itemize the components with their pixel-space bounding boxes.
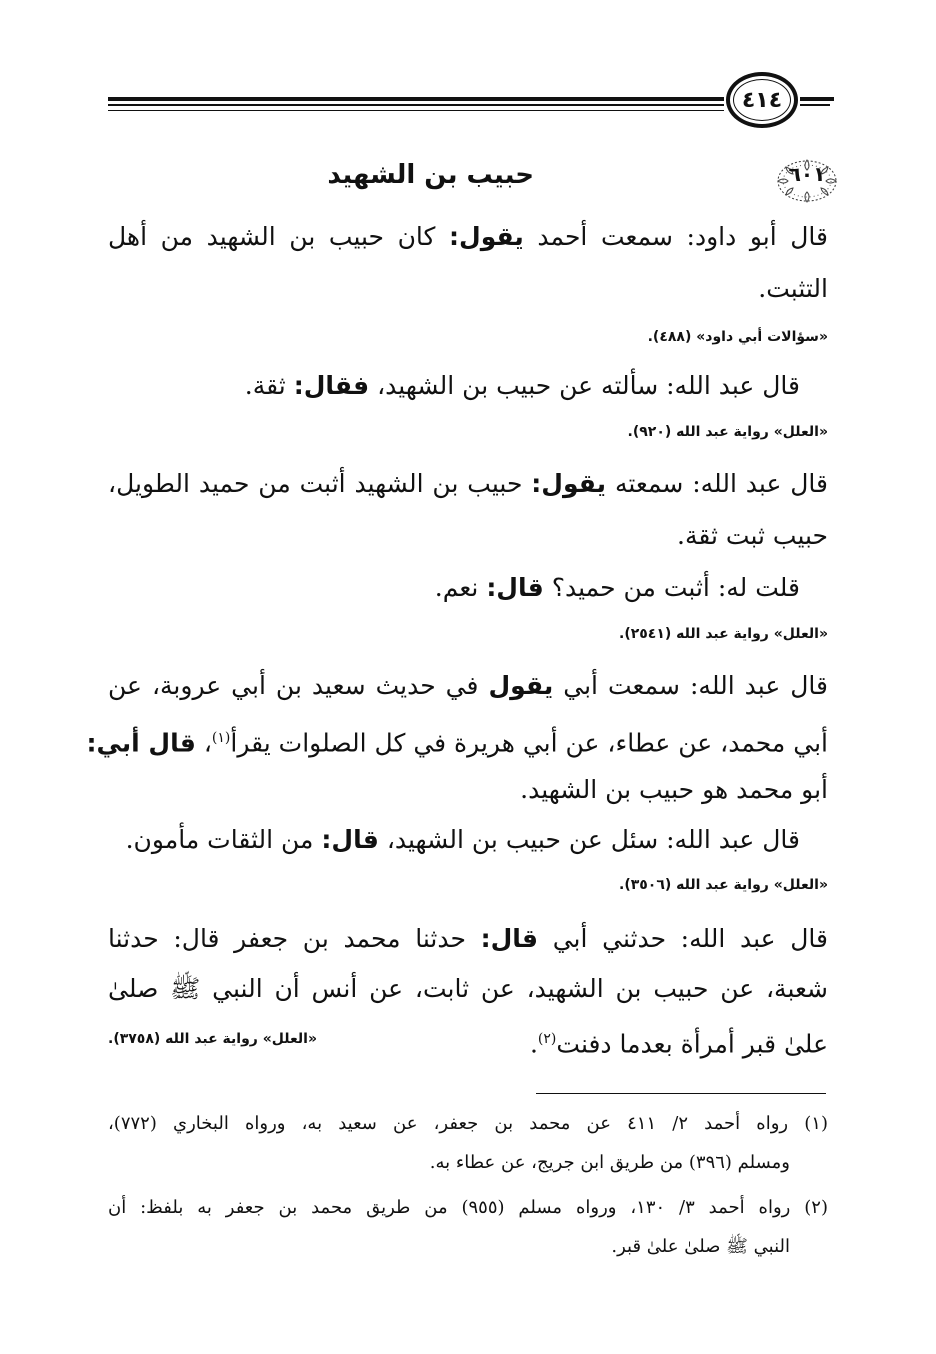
- footnote-ref: (٢): [537, 1031, 557, 1047]
- header-rule: [108, 110, 724, 111]
- page-number-badge: [726, 72, 798, 128]
- header-rule: [800, 104, 830, 106]
- header-rule: [108, 97, 724, 101]
- footnote-line: (٢) رواه أحمد ٣/ ١٣٠، ورواه مسلم (٩٥٥) من طريق محمد بن جعفر به بلفظ: أن: [108, 1197, 828, 1218]
- text-line: قال عبد الله: سمعته يقول: حبيب بن الشهيد أثبت من حميد الطويل،: [108, 469, 828, 498]
- entry-title: حبيب بن الشهيد: [327, 160, 534, 190]
- source-citation: «سؤالات أبي داود» (٤٨٨).: [647, 329, 828, 345]
- text-line: أبو محمد هو حبيب بن الشهيد.: [520, 775, 828, 804]
- footnote-line: (١) رواه أحمد ٢/ ٤١١ عن محمد بن جعفر، عن سعيد به، ورواه البخاري (٧٧٢)،: [108, 1113, 828, 1134]
- text-line: قال أبو داود: سمعت أحمد يقول: كان حبيب بن الشهيد من أهل: [108, 222, 828, 251]
- source-citation: «العلل» رواية عبد الله (٣٥٠٦).: [619, 877, 828, 893]
- text-line: شعبة، عن حبيب بن الشهيد، عن ثابت، عن أنس أن النبي ﷺ صلىٰ: [108, 974, 828, 1003]
- footnote-line: النبي ﷺ صلىٰ علىٰ قبر.: [611, 1236, 790, 1257]
- header-rule: [800, 97, 834, 101]
- text-line: قال عبد الله: سألته عن حبيب بن الشهيد، فقال: ثقة.: [244, 371, 800, 400]
- text-line: التثبت.: [758, 274, 828, 303]
- entry-number-rosette: [776, 158, 838, 204]
- text-line: قال عبد الله: سئل عن حبيب بن الشهيد، قال: من الثقات مأمون.: [125, 825, 800, 854]
- footnote-line: ومسلم (٣٩٦) من طريق ابن جريج، عن عطاء به.: [429, 1152, 790, 1173]
- source-citation: «العلل» رواية عبد الله (٢٥٤١).: [619, 626, 828, 642]
- footnote-separator: [536, 1093, 826, 1094]
- text-line: حبيب ثبت ثقة.: [677, 521, 828, 550]
- source-citation: «العلل» رواية عبد الله (٣٧٥٨).: [108, 1031, 317, 1047]
- text-line: أبي محمد، عن عطاء، عن أبي هريرة في كل الصلوات يقرأ$^{(١)}$، قال أبي:: [86, 728, 828, 758]
- text-line: قلت له: أثبت من حميد؟ قال: نعم.: [434, 573, 800, 602]
- header-rule: [108, 104, 724, 106]
- text-line: علىٰ قبر أمرأة بعدما دفنت$^{(٢)}$.: [529, 1029, 828, 1059]
- page-number: ٤١٤: [741, 87, 783, 113]
- text-line: قال عبد الله: سمعت أبي يقول في حديث سعيد بن أبي عروبة، عن: [108, 671, 828, 700]
- entry-number: ٦٠١: [788, 162, 826, 186]
- footnote-ref: (١): [211, 730, 231, 746]
- text-line: قال عبد الله: حدثني أبي قال: حدثنا محمد بن جعفر قال: حدثنا: [108, 924, 828, 953]
- source-citation: «العلل» رواية عبد الله (٩٢٠).: [627, 424, 828, 440]
